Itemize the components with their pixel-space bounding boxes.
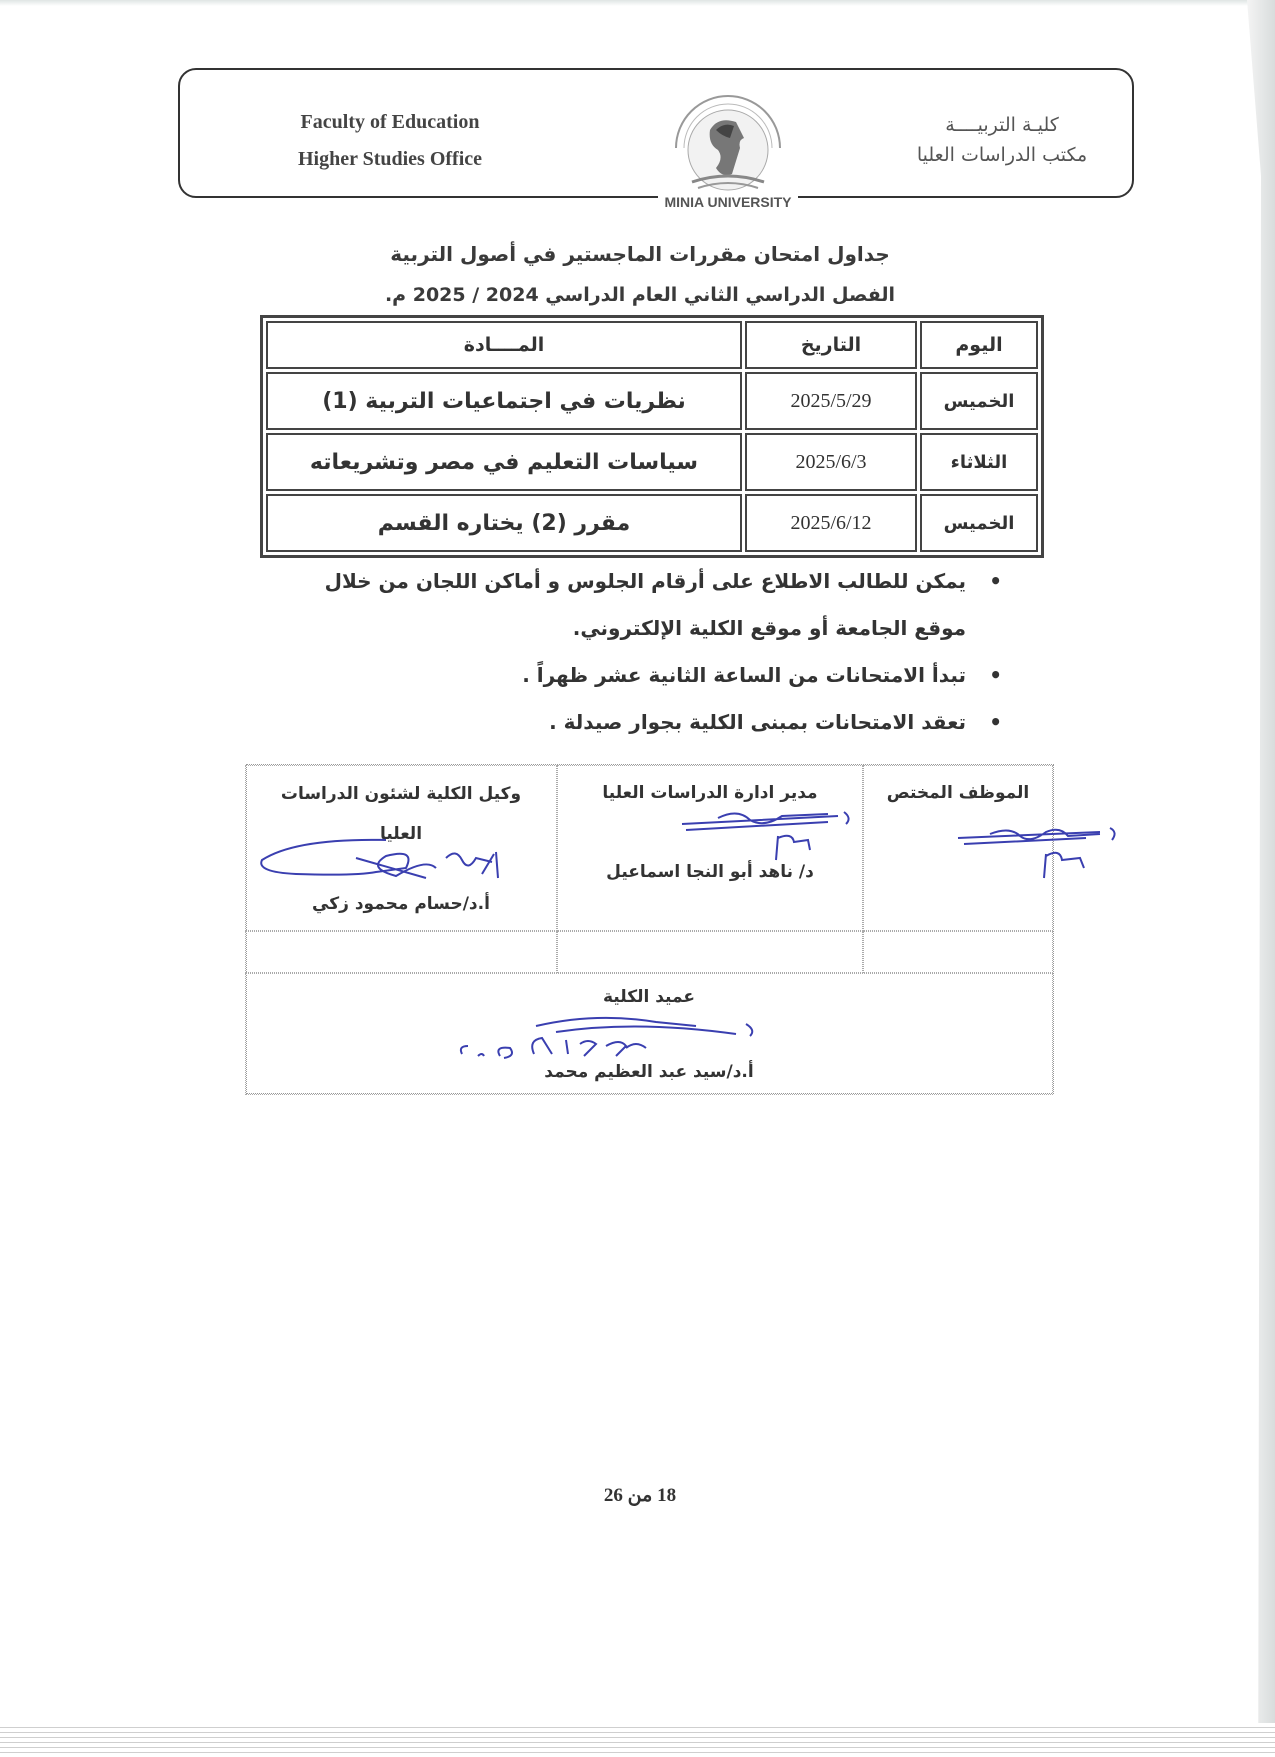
handwritten-signature-icon	[456, 1010, 786, 1070]
faculty-name-en: Faculty of Education	[300, 111, 480, 133]
table-header-row	[266, 321, 1038, 369]
signature-vice-dean	[245, 765, 557, 931]
row-date: 2025/5/29	[745, 372, 917, 430]
signature-employee	[863, 765, 1053, 931]
header-date: التاريخ	[745, 321, 917, 369]
document-subtitle: الفصل الدراسي الثاني العام الدراسي 2024 / 2025 م.	[384, 284, 896, 306]
table-row	[266, 372, 1038, 430]
row-subject: نظريات في اجتماعيات التربية (1)	[266, 372, 742, 430]
handwritten-signature-icon	[950, 818, 1150, 888]
note-item: • تعقد الامتحانات بمبنى الكلية بجوار صيدلة .	[300, 699, 1010, 746]
note-item: • تبدأ الامتحانات من الساعة الثانية عشر ظهراً .	[300, 652, 1010, 699]
signature-name: د/ ناهد أبو النجا اسماعيل	[606, 862, 814, 882]
empty-cell	[557, 931, 863, 973]
header-subject: المــــادة	[266, 321, 742, 369]
table-row	[266, 494, 1038, 552]
empty-cell	[863, 931, 1053, 973]
letterhead-arabic	[902, 110, 1102, 170]
signature-title: الموظف المختص	[886, 783, 1030, 803]
letterhead-english	[272, 104, 508, 178]
signature-dean	[245, 973, 1053, 1095]
exam-schedule-table	[260, 315, 1044, 558]
logo-caption: MINIA UNIVERSITY	[658, 194, 798, 210]
document-title: جداول امتحان مقررات الماجستير في أصول التربية	[390, 242, 890, 266]
handwritten-signature-icon	[678, 806, 868, 866]
notes-list	[300, 558, 1010, 746]
signature-director	[557, 765, 863, 931]
signature-name: أ.د/حسام محمود زكي	[312, 894, 490, 914]
table-row	[266, 433, 1038, 491]
handwritten-signature-icon	[256, 828, 516, 898]
note-item: • يمكن للطالب الاطلاع على أرقام الجلوس و أماكن اللجان من خلال موقع الجامعة أو موقع الكلية الإلكتروني.	[300, 558, 1010, 652]
header-day: اليوم	[920, 321, 1038, 369]
page-number: 18 من 26	[603, 1485, 677, 1506]
scan-edge-bottom	[0, 1723, 1275, 1757]
logo-emblem-icon	[658, 78, 798, 198]
empty-cell	[245, 931, 557, 973]
row-subject: سياسات التعليم في مصر وتشريعاته	[266, 433, 742, 491]
row-date: 2025/6/3	[745, 433, 917, 491]
row-day: الخميس	[920, 372, 1038, 430]
signature-title: عميد الكلية	[603, 987, 695, 1007]
university-logo	[658, 78, 798, 214]
row-date: 2025/6/12	[745, 494, 917, 552]
signature-title: مدير ادارة الدراسات العليا	[602, 783, 818, 803]
scan-edge-top	[0, 0, 1275, 6]
office-name-en: Higher Studies Office	[297, 148, 483, 170]
signature-name: أ.د/سيد عبد العظيم محمد	[544, 1062, 754, 1082]
office-name-ar: مكتب الدراسات العليا	[916, 144, 1088, 166]
signatures-table	[246, 764, 1054, 1094]
row-day: الخميس	[920, 494, 1038, 552]
scan-edge-right	[1247, 0, 1275, 1757]
row-subject: مقرر (2) يختاره القسم	[266, 494, 742, 552]
row-day: الثلاثاء	[920, 433, 1038, 491]
letterhead	[178, 68, 1134, 210]
signature-title: وكيل الكلية لشئون الدراسات العليا	[280, 784, 522, 844]
faculty-name-ar: كليـة التربيــــة	[945, 114, 1059, 136]
